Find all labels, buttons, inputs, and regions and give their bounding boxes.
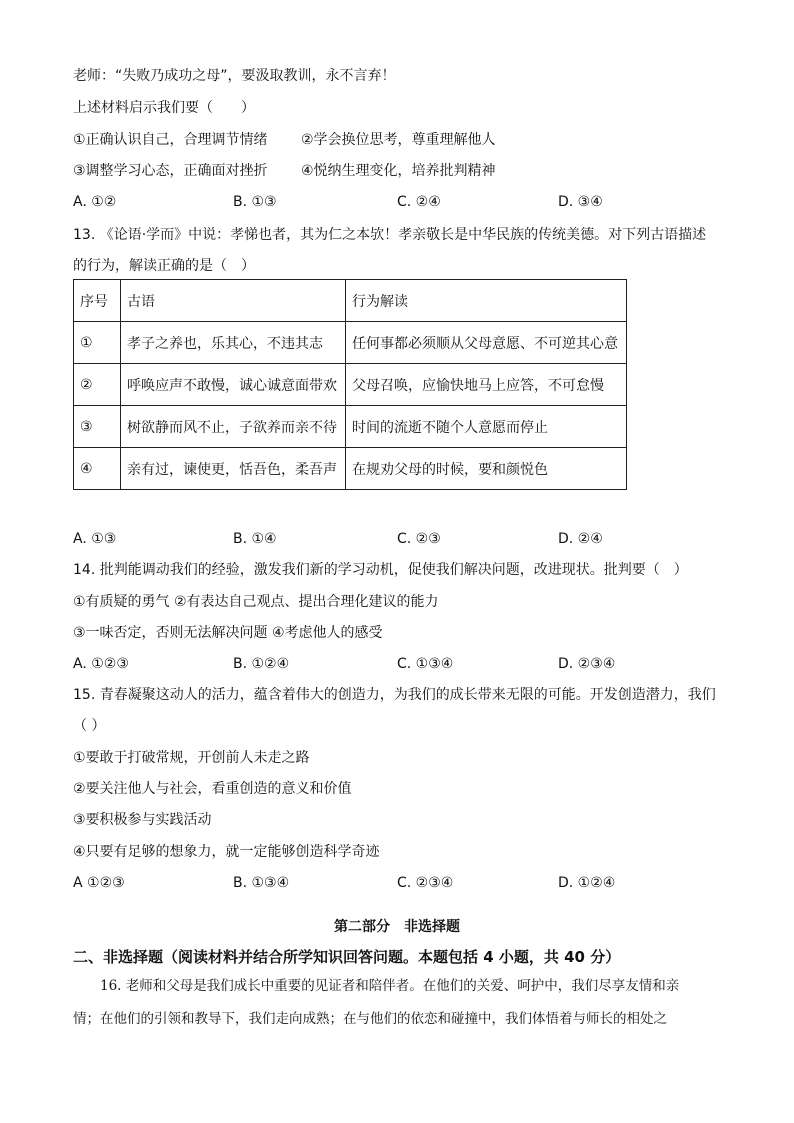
q15-statement-4: ④只要有足够的想象力，就一定能够创造科学奇迹 bbox=[73, 844, 380, 860]
q13-table bbox=[73, 279, 627, 490]
q15-stem-line1: 15. 青春凝聚这动人的活力，蕴含着伟大的创造力，为我们的成长带来无限的可能。开发创造潜力，我们 bbox=[73, 687, 716, 703]
q13-stem-line1: 13. 《论语·学而》中说：孝悌也者，其为仁之本欤！孝亲敬长是中华民族的传统美德。对下列古语描述 bbox=[73, 227, 707, 243]
q13-option-c[interactable]: C. ②③ bbox=[397, 531, 441, 547]
q15-stem-line2: （ ） bbox=[73, 718, 106, 734]
table-cell: 在规劝父母的时候，要和颜悦色 bbox=[346, 448, 627, 490]
q13-option-d[interactable]: D. ②④ bbox=[558, 531, 603, 547]
table-cell: 树欲静而风不止，子欲养而亲不待 bbox=[121, 406, 346, 448]
q15-option-d[interactable]: D. ①②④ bbox=[558, 875, 616, 891]
q13-stem-line2: 的行为，解读正确的是（ ） bbox=[73, 258, 255, 274]
table-cell: 亲有过，谏使更，恬吾色，柔吾声 bbox=[121, 448, 346, 490]
table-cell: 时间的流逝不随个人意愿而停止 bbox=[346, 406, 627, 448]
table-cell: ③ bbox=[74, 406, 121, 448]
q15-option-c[interactable]: C. ②③④ bbox=[397, 875, 454, 891]
q13-option-a[interactable]: A. ①③ bbox=[73, 531, 117, 547]
q14-statements-line1: ①有质疑的勇气 ②有表达自己观点、提出合理化建议的能力 bbox=[73, 594, 439, 610]
q12-statement-4: ④悦纳生理变化，培养批判精神 bbox=[301, 163, 496, 179]
q16-line1: 16. 老师和父母是我们成长中重要的见证者和陪伴者。在他们的关爱、呵护中，我们尽享友情和亲 bbox=[100, 978, 680, 994]
table-header-cell: 行为解读 bbox=[346, 280, 627, 322]
q12-option-d[interactable]: D. ③④ bbox=[558, 194, 603, 210]
q14-option-d[interactable]: D. ②③④ bbox=[558, 656, 616, 672]
q14-option-b[interactable]: B. ①②④ bbox=[233, 656, 290, 672]
table-header-cell: 古语 bbox=[121, 280, 346, 322]
table-cell: 任何事都必须顺从父母意愿、不可逆其心意 bbox=[346, 322, 627, 364]
q15-statement-3: ③要积极参与实践活动 bbox=[73, 812, 212, 828]
q12-statement-1: ①正确认识自己，合理调节情绪 bbox=[73, 132, 268, 148]
table-cell: 父母召唤，应愉快地马上应答，不可怠慢 bbox=[346, 364, 627, 406]
table-header-cell: 序号 bbox=[74, 280, 121, 322]
q15-option-b[interactable]: B. ①③④ bbox=[233, 875, 290, 891]
q14-stem: 14. 批判能调动我们的经验，激发我们新的学习动机，促使我们解决问题，改进现状。批判要（ ） bbox=[73, 562, 688, 578]
q12-statement-2: ②学会换位思考，尊重理解他人 bbox=[301, 132, 496, 148]
q15-option-a[interactable]: A ①②③ bbox=[73, 875, 125, 891]
table-cell: 孝子之养也，乐其心，不违其志 bbox=[121, 322, 346, 364]
q16-line2: 情；在他们的引领和教导下，我们走向成熟；在与他们的依恋和碰撞中，我们体悟着与师长的相处之 bbox=[73, 1011, 667, 1027]
q14-option-a[interactable]: A. ①②③ bbox=[73, 656, 129, 672]
q15-statement-2: ②要关注他人与社会，看重创造的意义和价值 bbox=[73, 781, 352, 797]
q12-material: 老师：“失败乃成功之母”，要汲取教训，永不言弃！ bbox=[73, 68, 396, 84]
table-cell: 呼唤应声不敢慢，诚心诚意面带欢 bbox=[121, 364, 346, 406]
table-cell: ② bbox=[74, 364, 121, 406]
q14-option-c[interactable]: C. ①③④ bbox=[397, 656, 454, 672]
table-cell: ④ bbox=[74, 448, 121, 490]
table-row bbox=[74, 448, 627, 490]
q13-option-b[interactable]: B. ①④ bbox=[233, 531, 277, 547]
section-heading: 二、非选择题（阅读材料并结合所学知识回答问题。本题包括 4 小题，共 40 分） bbox=[73, 948, 621, 966]
part2-title: 第二部分 非选择题 bbox=[334, 919, 460, 935]
table-row bbox=[74, 364, 627, 406]
table-header-row bbox=[74, 280, 627, 322]
table-row bbox=[74, 406, 627, 448]
q12-option-b[interactable]: B. ①③ bbox=[233, 194, 277, 210]
table-row bbox=[74, 322, 627, 364]
q14-statements-line2: ③一味否定，否则无法解决问题 ④考虑他人的感受 bbox=[73, 625, 383, 641]
q12-statement-3: ③调整学习心态，正确面对挫折 bbox=[73, 163, 268, 179]
q12-option-c[interactable]: C. ②④ bbox=[397, 194, 441, 210]
q12-prompt: 上述材料启示我们要（ ） bbox=[73, 100, 255, 116]
table-cell: ① bbox=[74, 322, 121, 364]
q15-statement-1: ①要敢于打破常规，开创前人未走之路 bbox=[73, 750, 310, 766]
q12-option-a[interactable]: A. ①② bbox=[73, 194, 117, 210]
